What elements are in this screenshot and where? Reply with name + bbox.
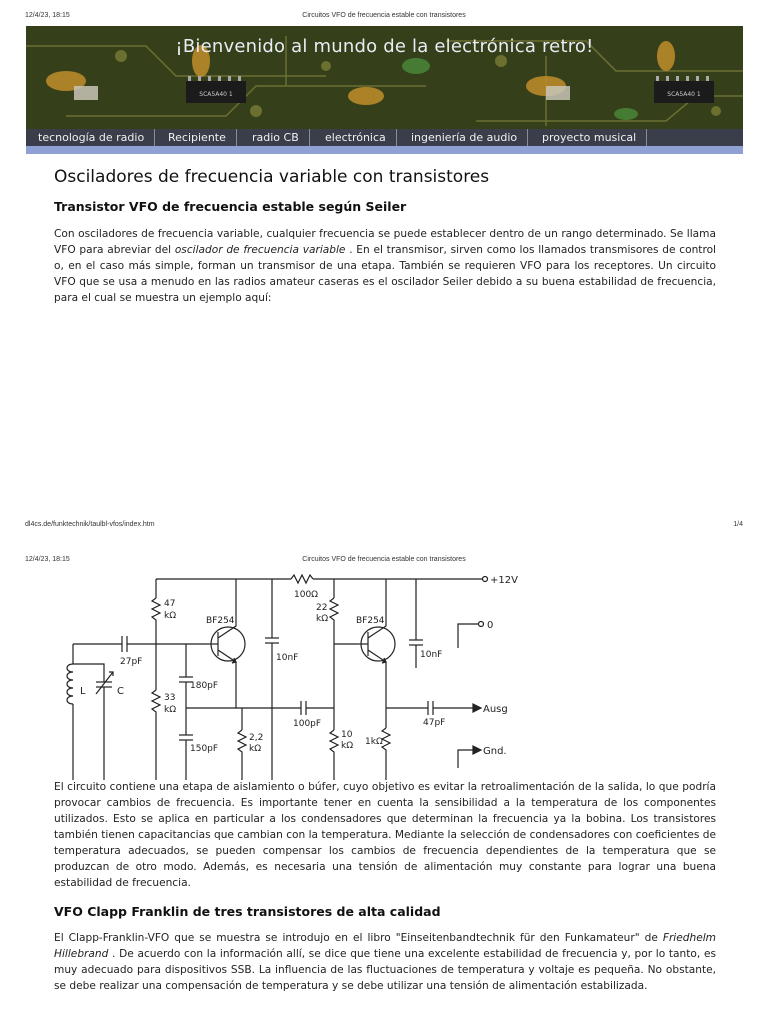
nav-accent-stripe: [26, 146, 743, 154]
article-title: Osciladores de frecuencia variable con transistores: [54, 167, 490, 187]
emphasis-author: Friedhelm Hillebrand: [54, 932, 716, 960]
svg-text:33: 33: [164, 693, 176, 703]
label-c10b: 10nF: [420, 650, 443, 660]
svg-text:kΩ: kΩ: [164, 705, 177, 715]
label-c180: 180pF: [190, 681, 219, 691]
nav-item-container[interactable]: Recipiente: [158, 129, 237, 146]
svg-text:22: 22: [316, 603, 328, 613]
chip-label-right: SCA5A40 1: [667, 91, 701, 98]
svg-text:kΩ: kΩ: [341, 741, 354, 751]
svg-text:kΩ: kΩ: [249, 744, 262, 754]
label-c100: 100pF: [293, 719, 322, 729]
label-supply: +12V: [490, 575, 518, 586]
nav-item-radio-technology[interactable]: tecnología de radio: [28, 129, 155, 146]
print-page-title-page2: Circuitos VFO de frecuencia estable con transistores: [302, 556, 466, 563]
label-output: Ausg: [483, 704, 508, 715]
paragraph-intro: Con osciladores de frecuencia variable, cualquier frecuencia se puede establecer dentro de un rango determinado. Se llama VFO para abreviar del oscilador de frecuencia variable . En el transmisor, sirven como los llamados transmisores de control o, en el caso más simple, forman un transmisor de una etapa. También se requieren VFO para los receptores. Un circuito VFO que se usa a menudo en las radios amateur caseras es el oscilador Seiler debido a su buena estabilidad de frecuencia, para el cual se muestra un ejemplo aquí:: [54, 228, 717, 304]
site-banner: [26, 26, 743, 129]
svg-text:kΩ: kΩ: [164, 611, 177, 621]
section-heading-clapp-franklin: VFO Clapp Franklin de tres transistores de alta calidad: [54, 904, 441, 919]
label-c47: 47pF: [423, 718, 446, 728]
main-nav: [26, 129, 743, 146]
print-page-title: Circuitos VFO de frecuencia estable con transistores: [302, 12, 466, 19]
resistor-100-ohm: [291, 575, 313, 583]
svg-text:47: 47: [164, 599, 176, 609]
label-cvar: C: [117, 686, 124, 697]
nav-item-electronics[interactable]: electrónica: [315, 129, 397, 146]
label-r-100: 100Ω: [294, 590, 319, 600]
print-url: dl4cs.de/funktechnik/taulbl-vfos/index.htm: [25, 521, 155, 528]
nav-item-music-project[interactable]: proyecto musical: [532, 129, 647, 146]
label-t1: BF254: [206, 616, 235, 626]
label-t2: BF254: [356, 616, 385, 626]
label-c27: 27pF: [120, 657, 143, 667]
label-zero: 0: [487, 620, 494, 631]
nav-item-cb-radio[interactable]: radio CB: [242, 129, 310, 146]
label-c150: 150pF: [190, 744, 219, 754]
svg-text:10: 10: [341, 730, 353, 740]
svg-text:2,2: 2,2: [249, 733, 264, 743]
nav-item-audio-engineering[interactable]: ingeniería de audio: [401, 129, 528, 146]
coil-l: [67, 664, 73, 704]
banner-title: ¡Bienvenido al mundo de la electrónica retro!: [175, 36, 594, 57]
print-date: 12/4/23, 18:15: [25, 12, 70, 19]
section-heading-seiler: Transistor VFO de frecuencia estable según Seiler: [54, 199, 407, 214]
print-page-number: 1/4: [733, 521, 743, 528]
label-gnd: Gnd.: [483, 746, 507, 757]
print-date-page2: 12/4/23, 18:15: [25, 556, 70, 563]
paragraph-circuit-explanation: El circuito contiene una etapa de aislamiento o búfer, cuyo objetivo es evitar la retroalimentación de la salida, lo que podría provocar cambios de frecuencia. Es importante tener en cuenta la sensibilidad a la temperatura de los componentes utilizados. Esto se aplica en particular a los condensadores que determinan la frecuencia ya la bobina. Los transistores también tienen capacitancias que cambian con la temperatura. Mediante la selección de condensadores con coeficientes de temperatura adecuados, se pueden compensar los cambios de frecuencia dependientes de la temperatura que se produzcan de otro modo. Además, es necesaria una tensión de alimentación muy constante para lograr una buena estabilidad de frecuencia.: [54, 781, 716, 889]
label-coil: L: [80, 686, 86, 697]
seiler-vfo-schematic: [58, 568, 528, 780]
emphasis-vfo-term: oscilador de frecuencia variable: [174, 244, 346, 256]
label-c10a: 10nF: [276, 653, 299, 663]
svg-text:kΩ: kΩ: [316, 614, 329, 624]
paragraph-clapp-franklin: El Clapp-Franklin-VFO que se muestra se introdujo en el libro "Einseitenbandtechnik für den Funkamateur" de Friedhelm Hillebrand . De acuerdo con la información allí, se dice que tiene una excelente estabilidad de frecuencia y, por lo tanto, es muy adecuado para dispositivos SSB. La influencia de las fluctuaciones de temperatura y voltaje es pequeña. No obstante, se debe realizar una compensación de temperatura y se debe utilizar una tensión de alimentación estabilizada.: [54, 932, 716, 992]
label-r1k: 1kΩ: [365, 737, 383, 747]
chip-label-left: SCA5A40 1: [199, 91, 233, 98]
